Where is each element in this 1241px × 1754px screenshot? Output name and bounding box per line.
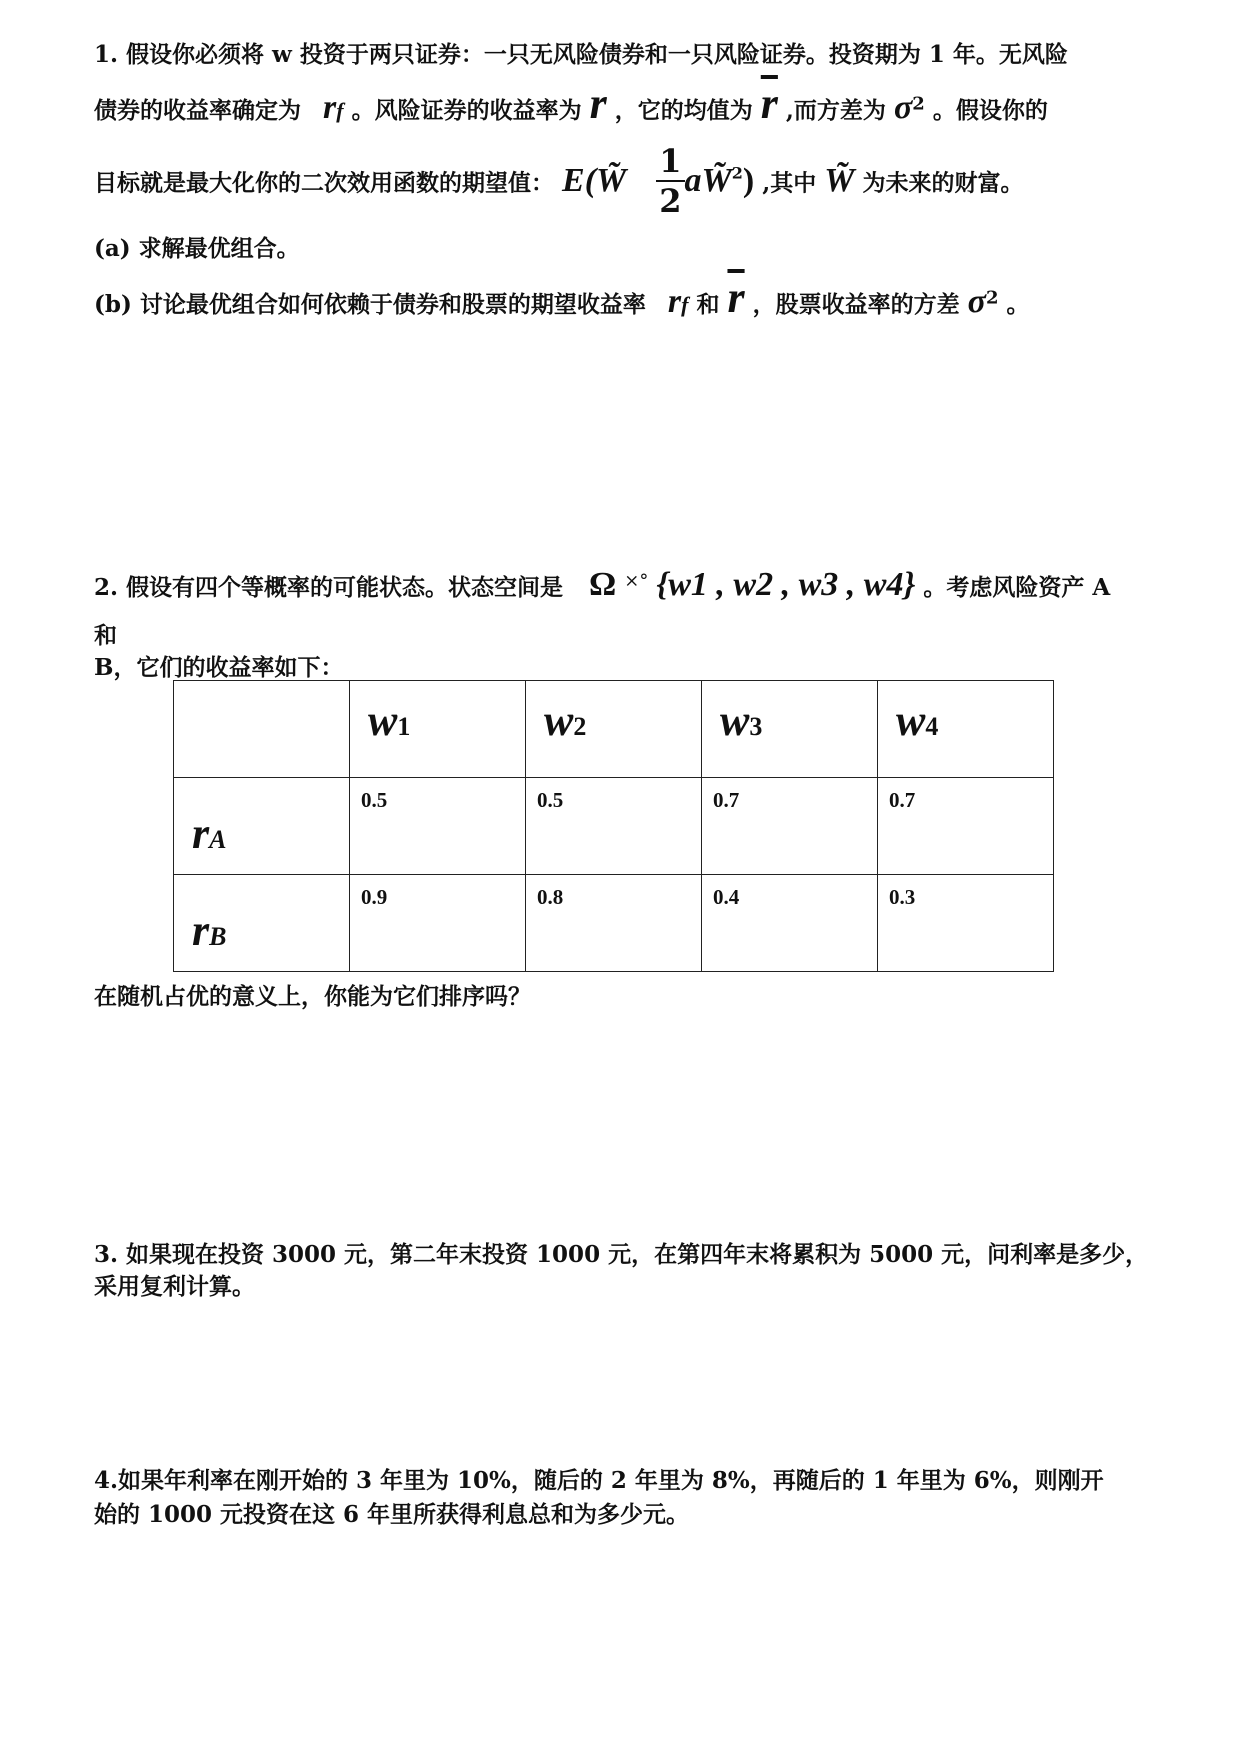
- q1-text: ,而方差为: [785, 97, 886, 124]
- column-header: [878, 681, 1054, 778]
- q2-text: 。考虑风险资产 A: [923, 574, 1111, 601]
- q1-line2: [94, 78, 1048, 129]
- q1-text: ，股票收益率的方差: [752, 291, 960, 318]
- cell-value: 0.9: [361, 885, 388, 909]
- returns-table: [173, 680, 1054, 972]
- q1-text: 。假设你的: [932, 97, 1048, 124]
- table-row: [174, 778, 1054, 875]
- q2-line1: [94, 566, 1110, 604]
- q1-text: 和: [696, 291, 720, 318]
- table-cell: [702, 875, 878, 972]
- q1-line1: 1. 假设你必须将 w 投资于两只证券：一只无风险债券和一只风险证券。投资期为 1 年。无风险: [94, 41, 1068, 68]
- column-symbol: w: [368, 696, 398, 745]
- symbol-sigma: σ: [893, 89, 913, 126]
- q1-text: 债券的收益率确定为: [94, 97, 301, 124]
- formula-E: E(: [562, 162, 597, 199]
- formula-a: a: [684, 162, 702, 199]
- q3-line2: 采用复利计算。: [94, 1273, 255, 1300]
- q2-question: 在随机占优的意义上，你能为它们排序吗？: [94, 983, 531, 1010]
- superscript-2: 2: [912, 93, 925, 115]
- column-symbol: w: [544, 696, 574, 745]
- symbol-f: f: [681, 292, 689, 317]
- table-cell: [878, 875, 1054, 972]
- column-subscript: 4: [925, 712, 939, 741]
- symbol-r: r: [667, 283, 682, 320]
- symbol-r: r: [323, 89, 337, 126]
- row-header: [174, 778, 350, 875]
- cell-value: 0.7: [713, 788, 740, 812]
- q1-text: ,其中: [762, 169, 817, 197]
- row-symbol: r: [192, 906, 210, 955]
- formula-fraction: [656, 142, 684, 220]
- table-corner-cell: [174, 681, 350, 778]
- garbled-symbol: ×°: [624, 570, 649, 592]
- cell-value: 0.3: [889, 885, 916, 909]
- table-row: [174, 875, 1054, 972]
- column-subscript: 1: [397, 712, 411, 741]
- q4-line1: 4.如果年利率在刚开始的 3 年里为 10%，随后的 2 年里为 8%，再随后的 1 年里为 6%，则刚开: [94, 1467, 1104, 1494]
- symbol-r: r: [589, 79, 607, 128]
- row-symbol: r: [192, 809, 210, 858]
- table-header-row: [174, 681, 1054, 778]
- table-cell: [878, 778, 1054, 875]
- symbol-omega: Ω: [589, 566, 617, 603]
- column-subscript: 3: [749, 712, 763, 741]
- q1-text: 。风险证券的收益率为: [351, 97, 582, 124]
- table-cell: [350, 875, 526, 972]
- formula-W-tilde: W̃: [596, 162, 627, 199]
- q1-text: (b) 讨论最优组合如何依赖于债券和股票的期望收益率: [94, 291, 646, 318]
- q2-text: 2. 假设有四个等概率的可能状态。状态空间是: [94, 574, 564, 601]
- q2-line2: 和: [94, 622, 117, 649]
- fraction-denominator: 2: [659, 182, 682, 220]
- table-cell: [526, 875, 702, 972]
- q1-line3: [94, 142, 1024, 220]
- q4-line2: 始的 1000 元投资在这 6 年里所获得利息总和为多少元。: [94, 1501, 690, 1528]
- q1-text: 目标就是最大化你的二次效用函数的期望值：: [94, 169, 554, 197]
- symbol-r-bar: $\overline{r}$: [727, 273, 745, 322]
- q1-text: 。: [1006, 291, 1030, 318]
- cell-value: 0.4: [713, 885, 740, 909]
- q1-text: ，它的均值为: [614, 97, 753, 124]
- q1-part-b: [94, 272, 1030, 323]
- cell-value: 0.8: [537, 885, 564, 909]
- state-set: {w1 , w2 , w3 , w4}: [656, 566, 916, 603]
- symbol-W-tilde: W̃: [824, 162, 855, 199]
- column-header: [526, 681, 702, 778]
- column-subscript: 2: [573, 712, 587, 741]
- table-cell: [350, 778, 526, 875]
- symbol-r-bar: $\overline{r}$: [760, 79, 778, 128]
- symbol-f: f: [336, 98, 344, 123]
- cell-value: 0.5: [537, 788, 564, 812]
- table-cell: [526, 778, 702, 875]
- table-cell: [702, 778, 878, 875]
- q1-text: 为未来的财富。: [862, 169, 1024, 197]
- q2-line3: B，它们的收益率如下：: [94, 654, 344, 681]
- column-header: [702, 681, 878, 778]
- column-header: [350, 681, 526, 778]
- q3-line1: 3. 如果现在投资 3000 元，第二年末投资 1000 元，在第四年末将累积为 5000 元，问利率是多少，: [94, 1241, 1149, 1268]
- superscript-2: 2: [731, 163, 743, 183]
- cell-value: 0.5: [361, 788, 388, 812]
- superscript-2: 2: [985, 287, 999, 309]
- symbol-sigma: σ: [967, 283, 986, 320]
- row-header: [174, 875, 350, 972]
- cell-value: 0.7: [889, 788, 916, 812]
- formula-close-paren: ): [742, 162, 755, 199]
- column-symbol: w: [896, 696, 926, 745]
- fraction-numerator: 1: [656, 142, 684, 182]
- row-subscript: A: [209, 825, 227, 854]
- column-symbol: w: [720, 696, 750, 745]
- formula-W-tilde: W̃: [701, 162, 732, 199]
- q1-part-a: (a) 求解最优组合。: [94, 235, 300, 262]
- row-subscript: B: [209, 922, 227, 951]
